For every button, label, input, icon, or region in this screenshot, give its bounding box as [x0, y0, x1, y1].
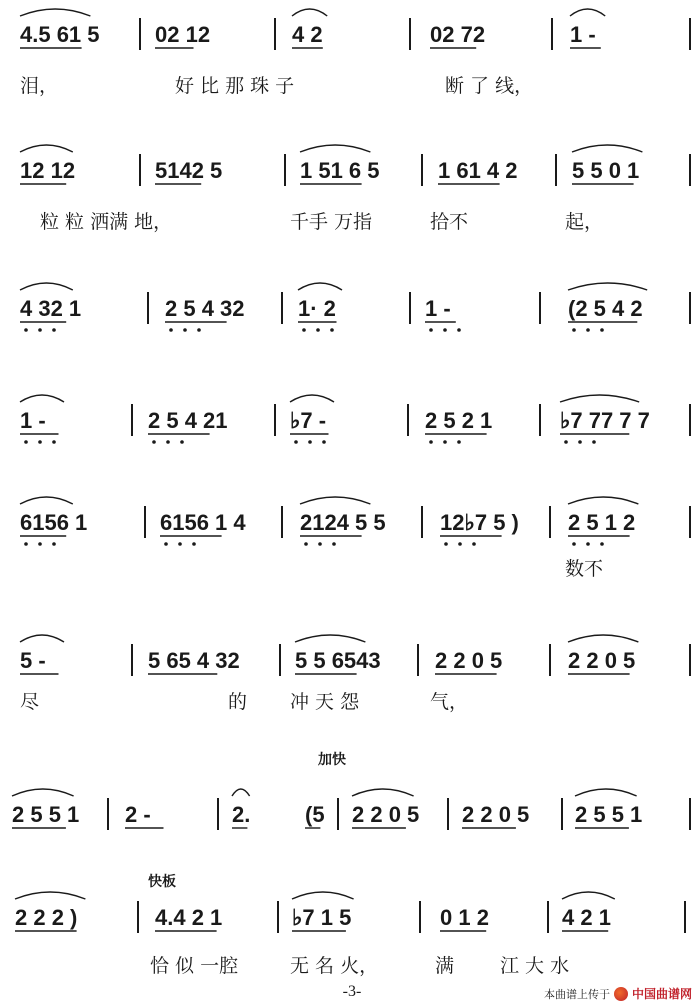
lyric-phrase: 数不	[565, 558, 604, 580]
site-logo-icon	[614, 987, 628, 1001]
measure-notes: 1 -	[20, 408, 46, 433]
slur-arc	[568, 635, 638, 642]
octave-dot	[294, 440, 298, 444]
lyric-phrase: 千手 万指	[290, 211, 373, 233]
octave-dot	[578, 440, 582, 444]
measure-notes: 2 2 0 5	[568, 648, 636, 673]
slur-arc	[20, 635, 64, 642]
slur-arc	[292, 892, 354, 899]
octave-dot	[316, 328, 320, 332]
measure-notes: 2 5 4 21	[148, 408, 228, 433]
measure-notes: 1 -	[570, 22, 596, 47]
octave-dot	[302, 328, 306, 332]
octave-dot	[586, 542, 590, 546]
measure-notes: 5 5 0 1	[572, 158, 640, 183]
octave-dot	[332, 542, 336, 546]
slur-arc	[20, 497, 73, 504]
octave-dot	[183, 328, 187, 332]
octave-dot	[586, 328, 590, 332]
measure-notes: 1 61 4 2	[438, 158, 518, 183]
octave-dot	[308, 440, 312, 444]
measure-notes: 2 2 2 )	[15, 905, 78, 930]
slur-arc	[560, 395, 639, 402]
lyric-phrase: 满	[435, 955, 455, 977]
slur-arc	[20, 145, 73, 152]
measure-notes: ♭7 77 7 7	[560, 408, 650, 433]
slur-arc	[300, 145, 370, 152]
slur-arc	[562, 892, 615, 899]
measure-notes: 4.5 61 5	[20, 22, 100, 47]
octave-dot	[180, 440, 184, 444]
lyric-phrase: 冲 天 怨	[290, 691, 360, 713]
measure-notes: 4.4 2 1	[155, 905, 223, 930]
octave-dot	[192, 542, 196, 546]
octave-dot	[472, 542, 476, 546]
octave-dot	[52, 328, 56, 332]
octave-dot	[164, 542, 168, 546]
page-number: -3-	[342, 983, 362, 1000]
measure-notes: 02 12	[155, 22, 211, 47]
slur-arc	[298, 283, 342, 290]
lyric-phrase: 断 了 线，	[445, 75, 534, 97]
lyric-phrase: 拾不	[430, 211, 469, 233]
measure-notes: 5 5 6543	[295, 648, 381, 673]
upload-caption: 本曲谱上传于	[543, 987, 610, 1001]
slur-arc	[352, 789, 414, 796]
measure-notes: 1 51 6 5	[300, 158, 380, 183]
measure-notes: 1· 2	[298, 296, 336, 321]
measure-notes: 5 -	[20, 648, 46, 673]
measure-notes: 6156 1	[20, 510, 88, 535]
measure-notes: 1 -	[425, 296, 451, 321]
octave-dot	[318, 542, 322, 546]
lyric-phrase: 江 大 水	[500, 955, 570, 977]
measure-notes: 2 5 2 1	[425, 408, 493, 433]
measure-notes: 6156 1 4	[160, 510, 246, 535]
octave-dot	[564, 440, 568, 444]
measure-notes: 2 2 0 5	[462, 802, 530, 827]
measure-notes: 2 5 4 32	[165, 296, 245, 321]
octave-dot	[152, 440, 156, 444]
octave-dot	[443, 328, 447, 332]
octave-dot	[572, 328, 576, 332]
measure-notes: 12 12	[20, 158, 76, 183]
octave-dot	[443, 440, 447, 444]
measure-notes: 2 5 1 2	[568, 510, 636, 535]
octave-dot	[600, 328, 604, 332]
octave-dot	[330, 328, 334, 332]
measure-notes: (2 5 4 2	[568, 296, 643, 321]
octave-dot	[38, 542, 42, 546]
measure-notes: 5142 5	[155, 158, 223, 183]
measure-notes: 2124 5 5	[300, 510, 386, 535]
measure-notes: 5 65 4 32	[148, 648, 240, 673]
slur-arc	[20, 283, 73, 290]
measure-notes: 4 2 1	[562, 905, 611, 930]
measure-notes: 2 2 0 5	[352, 802, 420, 827]
octave-dot	[24, 542, 28, 546]
lyric-phrase: 尽	[20, 691, 40, 713]
octave-dot	[322, 440, 326, 444]
slur-arc	[300, 497, 370, 504]
slur-arc	[295, 635, 365, 642]
lyric-phrase: 好 比 那 珠 子	[175, 75, 295, 97]
slur-arc	[575, 789, 637, 796]
octave-dot	[458, 542, 462, 546]
octave-dot	[38, 440, 42, 444]
tempo-mark: 加快	[318, 752, 346, 768]
measure-notes: ♭7 1 5	[292, 905, 352, 930]
measure-notes: ♭7 -	[290, 408, 327, 433]
slur-arc	[568, 283, 647, 290]
octave-dot	[169, 328, 173, 332]
slur-arc	[20, 9, 90, 16]
octave-dot	[166, 440, 170, 444]
octave-dot	[197, 328, 201, 332]
octave-dot	[24, 328, 28, 332]
octave-dot	[304, 542, 308, 546]
measure-notes: 2 -	[125, 802, 151, 827]
lyric-phrase: 恰 似 一腔	[150, 955, 239, 977]
lyric-phrase: 泪，	[20, 75, 59, 97]
measure-notes: 2 5 5 1	[12, 802, 80, 827]
octave-dot	[24, 440, 28, 444]
notation-layer	[12, 22, 650, 930]
lyric-phrase: 气，	[430, 691, 469, 713]
score-decorations	[12, 9, 690, 933]
measure-notes: (5	[305, 802, 325, 827]
octave-dot	[52, 542, 56, 546]
octave-dot	[178, 542, 182, 546]
measure-notes: 02 72	[430, 22, 486, 47]
octave-dot	[38, 328, 42, 332]
slur-arc	[12, 789, 74, 796]
octave-dot	[457, 328, 461, 332]
measure-notes: 2 2 0 5	[435, 648, 503, 673]
lyric-phrase: 起，	[565, 211, 604, 233]
site-brand: 中国曲谱网	[631, 987, 692, 1001]
slur-arc	[568, 497, 638, 504]
octave-dot	[592, 440, 596, 444]
slur-arc	[290, 395, 334, 402]
measure-notes: 4 32 1	[20, 296, 82, 321]
octave-dot	[429, 328, 433, 332]
octave-dot	[444, 542, 448, 546]
slur-arc	[570, 9, 605, 16]
octave-dot	[52, 440, 56, 444]
lyric-phrase: 的	[228, 691, 248, 713]
measure-notes: 0 1 2	[440, 905, 489, 930]
octave-dot	[429, 440, 433, 444]
measure-notes: 2 5 5 1	[575, 802, 643, 827]
lyric-phrase: 粒 粒 洒满 地，	[40, 211, 173, 233]
site-footer	[544, 985, 692, 1002]
measure-notes: 4 2	[292, 22, 323, 47]
measure-notes: 2.	[232, 802, 251, 827]
octave-dot	[600, 542, 604, 546]
tempo-mark: 快板	[148, 874, 176, 890]
slur-arc	[15, 892, 85, 899]
slur-arc	[572, 145, 642, 152]
slur-arc	[20, 395, 64, 402]
measure-notes: 12♭7 5 )	[440, 510, 519, 535]
lyric-phrase: 无 名 火，	[290, 955, 379, 977]
octave-dot	[457, 440, 461, 444]
slur-arc	[232, 789, 250, 796]
octave-dot	[572, 542, 576, 546]
slur-arc	[292, 9, 327, 16]
